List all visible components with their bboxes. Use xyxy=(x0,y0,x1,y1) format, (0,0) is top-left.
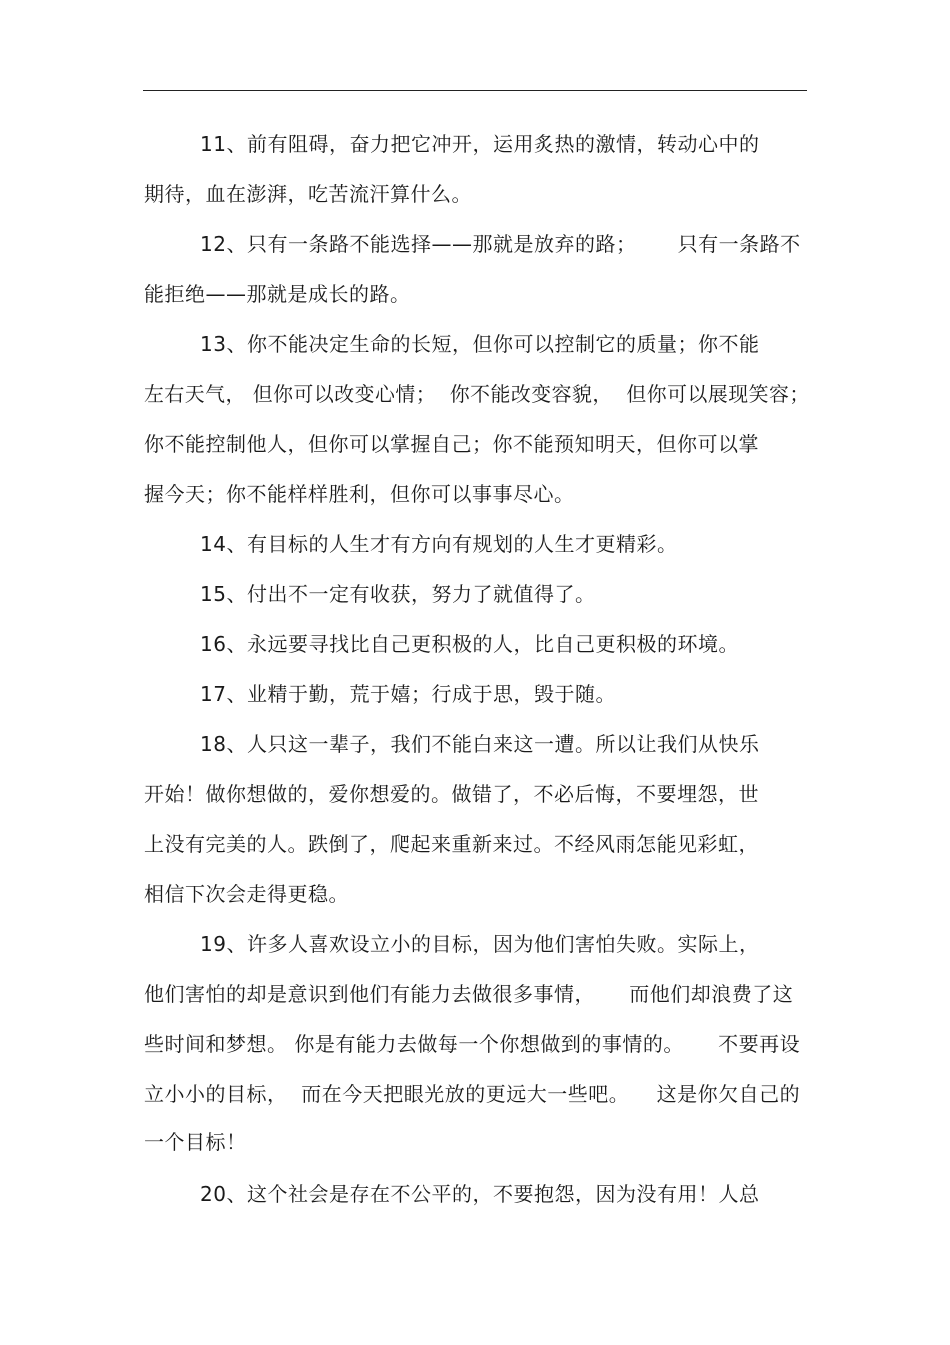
paragraph-16-line-1: 16、永远要寻找比自己更积极的人，比自己更积极的环境。 xyxy=(200,632,739,656)
paragraph-18-line-1: 18、人只这一辈子，我们不能白来这一遭。所以让我们从快乐 xyxy=(200,732,760,756)
paragraph-18-line-4: 相信下次会走得更稳。 xyxy=(144,882,349,906)
paragraph-19-line-3: 些时间和梦想。 你是有能力去做每一个你想做到的事情的。 不要再设 xyxy=(144,1032,801,1056)
paragraph-13-line-4: 握今天；你不能样样胜利，但你可以事事尽心。 xyxy=(144,482,575,506)
paragraph-18-line-2: 开始！做你想做的，爱你想爱的。做错了，不必后悔，不要埋怨，世 xyxy=(144,782,759,806)
paragraph-13-line-1: 13、你不能决定生命的长短，但你可以控制它的质量；你不能 xyxy=(200,332,760,356)
paragraph-19-line-4: 立小小的目标， 而在今天把眼光放的更远大一些吧。 这是你欠自己的 xyxy=(144,1082,801,1106)
paragraph-18-line-3: 上没有完美的人。跌倒了，爬起来重新来过。不经风雨怎能见彩虹， xyxy=(144,832,759,856)
header-rule xyxy=(143,90,807,91)
paragraph-14-line-1: 14、有目标的人生才有方向有规划的人生才更精彩。 xyxy=(200,532,678,556)
paragraph-13-line-2: 左右天气， 但你可以改变心情； 你不能改变容貌， 但你可以展现笑容； xyxy=(144,382,810,406)
paragraph-19-line-2: 他们害怕的却是意识到他们有能力去做很多事情， 而他们却浪费了这 xyxy=(144,982,794,1006)
paragraph-19-line-1: 19、许多人喜欢设立小的目标，因为他们害怕失败。实际上， xyxy=(200,932,760,956)
paragraph-11-line-1: 11、前有阻碍，奋力把它冲开，运用炙热的激情，转动心中的 xyxy=(200,132,760,156)
paragraph-12-line-2: 能拒绝——那就是成长的路。 xyxy=(144,282,411,306)
paragraph-13-line-3: 你不能控制他人，但你可以掌握自己；你不能预知明天，但你可以掌 xyxy=(144,432,759,456)
paragraph-12-line-1: 12、只有一条路不能选择——那就是放弃的路； 只有一条路不 xyxy=(200,232,801,256)
paragraph-20-line-1: 20、这个社会是存在不公平的，不要抱怨，因为没有用！人总 xyxy=(200,1182,760,1206)
paragraph-19-line-5: 一个目标！ xyxy=(144,1130,247,1154)
paragraph-11-line-2: 期待，血在澎湃，吃苦流汗算什么。 xyxy=(144,182,472,206)
paragraph-15-line-1: 15、付出不一定有收获，努力了就值得了。 xyxy=(200,582,596,606)
paragraph-17-line-1: 17、业精于勤，荒于嬉；行成于思，毁于随。 xyxy=(200,682,616,706)
